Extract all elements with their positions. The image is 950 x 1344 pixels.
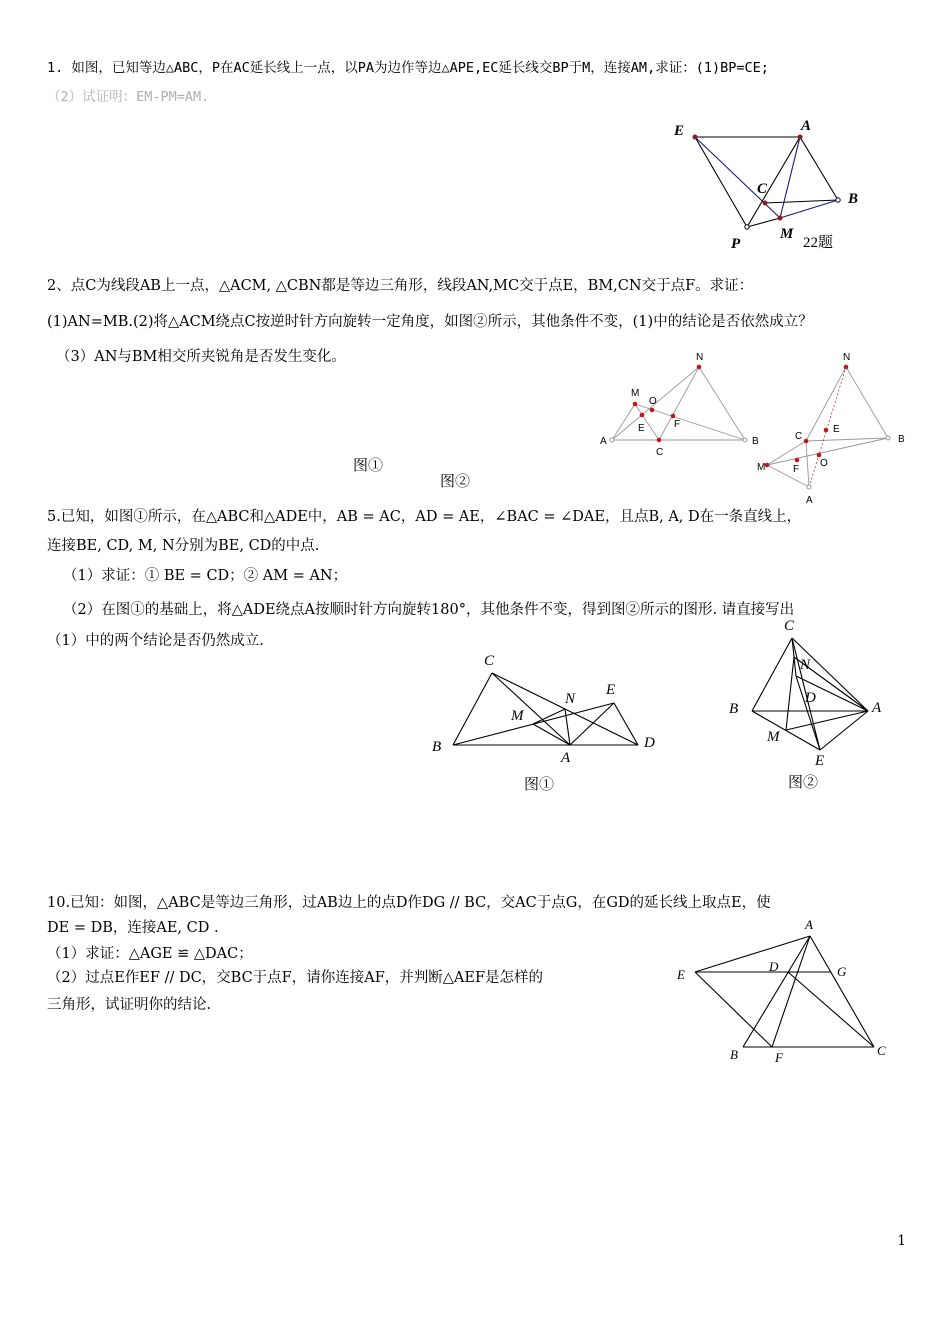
label-C: C bbox=[757, 181, 768, 197]
p10-label-C: C bbox=[877, 1043, 886, 1058]
problem-5-line-3: （1）求证：① BE = CD；② AM = AN； bbox=[63, 568, 348, 584]
problem-10-line-5: 三角形，试证明你的结论. bbox=[47, 997, 212, 1013]
p5f2-label-E: E bbox=[815, 753, 825, 769]
f1-label-M: M bbox=[631, 388, 640, 399]
problem-1-line-1: 1. 如图，已知等边△ABC，P在AC延长线上一点，以PA为边作等边△APE,EC延长线交BP于M，连接AM,求证：(1)BP=CE; bbox=[47, 60, 769, 76]
problem-10-line-2: DE = DB，连接AE, CD . bbox=[47, 920, 219, 936]
label-E: E bbox=[674, 123, 685, 139]
f2-label-F: F bbox=[793, 464, 800, 475]
problem-5-line-4: （2）在图①的基础上，将△ADE绕点A按顺时针方向旋转180°，其他条件不变，得到图②所示的图形. 请直接写出 bbox=[63, 602, 795, 618]
p5f1-label-C: C bbox=[484, 653, 495, 669]
p5f1-label-E: E bbox=[606, 682, 616, 698]
p5f1-label-N: N bbox=[565, 691, 576, 707]
p5f1-label-B: B bbox=[432, 739, 442, 755]
problem-5-line-1: 5.已知，如图①所示，在△ABC和△ADE中，AB = AC，AD = AE，∠BAC = ∠DAE，且点B, A, D在一条直线上， bbox=[47, 509, 802, 525]
p5f2-label-N: N bbox=[800, 657, 811, 673]
f2-label-M: M bbox=[757, 462, 766, 473]
f2-label-A: A bbox=[806, 495, 813, 506]
label-A: A bbox=[801, 118, 812, 134]
f1-label-N: N bbox=[696, 352, 704, 363]
p5f1-label-D: D bbox=[644, 735, 655, 751]
p5f2-label-D: D bbox=[805, 690, 816, 706]
p10-label-F: F bbox=[775, 1050, 783, 1065]
p5f2-label-C: C bbox=[784, 618, 795, 634]
problem-10-line-1: 10.已知：如图，△ABC是等边三角形，过AB边上的点D作DG // BC，交AC于点G，在GD的延长线上取点E，使 bbox=[47, 895, 771, 911]
p5f2-label-M: M bbox=[767, 729, 780, 745]
f1-label-E: E bbox=[638, 423, 645, 434]
label-P: P bbox=[731, 236, 741, 252]
problem-10-line-3: （1）求证：△AGE ≌ △DAC； bbox=[47, 946, 253, 962]
f2-label-O: O bbox=[820, 458, 828, 469]
problem-1-line-2: （2）试证明：EM-PM=AM. bbox=[47, 89, 210, 105]
caption-fig1-p2: 图① bbox=[353, 456, 384, 474]
caption-22: 22题 bbox=[803, 235, 834, 251]
p10-label-A: A bbox=[805, 917, 813, 932]
problem-10-line-4: （2）过点E作EF // DC，交BC于点F，请你连接AF，并判断△AEF是怎样的 bbox=[47, 970, 544, 986]
p5f2-label-B: B bbox=[729, 701, 739, 717]
problem-2-line-1: 2、点C为线段AB上一点，△ACM, △CBN都是等边三角形，线段AN,MC交于点E，BM,CN交于点F。求证： bbox=[47, 278, 754, 294]
page-number: 1 bbox=[897, 1233, 906, 1249]
problem-5-line-5: （1）中的两个结论是否仍然成立. bbox=[47, 633, 264, 649]
p5f2-label-A: A bbox=[872, 700, 882, 716]
label-B: B bbox=[848, 191, 859, 207]
f2-label-C: C bbox=[795, 431, 803, 442]
f1-label-F: F bbox=[674, 419, 681, 430]
f2-label-N: N bbox=[843, 352, 851, 363]
p10-label-E: E bbox=[677, 967, 685, 982]
problem-2-line-2: (1)AN=MB.(2)将△ACM绕点C按逆时针方向旋转一定角度，如图②所示，其他条件不变，(1)中的结论是否依然成立？ bbox=[47, 314, 813, 330]
p10-label-G: G bbox=[837, 964, 847, 979]
p5f1-label-M: M bbox=[511, 708, 524, 724]
problem-5-line-2: 连接BE, CD, M, N分别为BE, CD的中点. bbox=[47, 538, 320, 554]
caption-fig2-p2: 图② bbox=[440, 472, 471, 490]
problem-2-line-3: （3）AN与BM相交所夹锐角是否发生变化。 bbox=[56, 349, 346, 365]
p10-label-B: B bbox=[730, 1047, 738, 1062]
f2-label-B: B bbox=[898, 434, 905, 445]
f2-label-E: E bbox=[833, 424, 840, 435]
f1-label-A: A bbox=[600, 436, 607, 447]
f1-label-B: B bbox=[752, 436, 759, 447]
label-M: M bbox=[780, 226, 794, 242]
caption-fig1-p5: 图① bbox=[524, 775, 555, 793]
p10-label-D: D bbox=[769, 959, 779, 974]
f1-label-C: C bbox=[656, 447, 664, 458]
p5f1-label-A: A bbox=[561, 750, 571, 766]
f1-label-O: O bbox=[649, 396, 657, 407]
caption-fig2-p5: 图② bbox=[788, 773, 819, 791]
